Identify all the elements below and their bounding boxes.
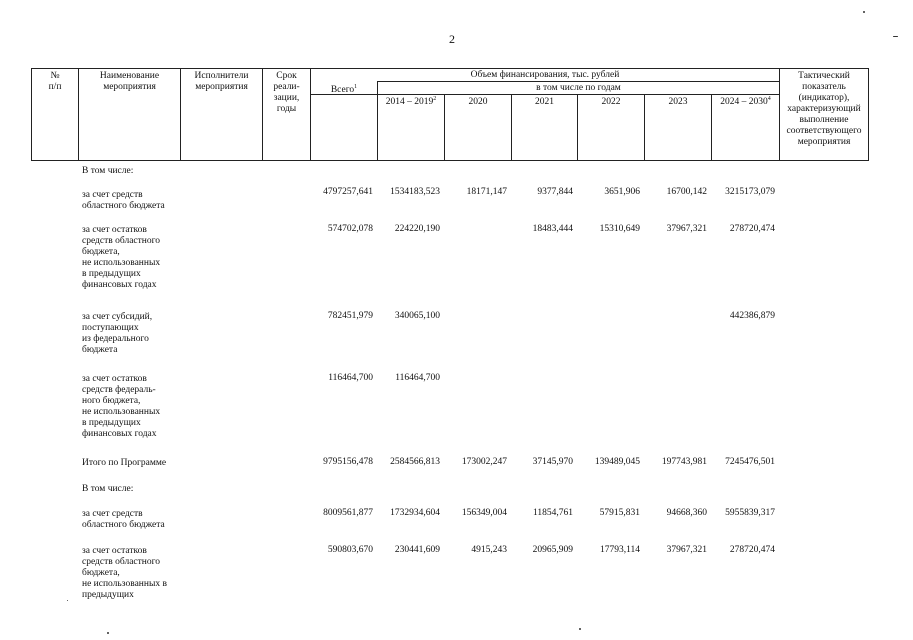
cell-y2014: 2584566,813 <box>390 457 440 467</box>
row-label: Итого по Программе <box>82 458 167 468</box>
cell-y2020: 173002,247 <box>461 457 507 467</box>
row-label: за счет остатков средств областного бюджета, не использованных в предыдущих финансовых годах <box>82 225 161 290</box>
cell-total: 782451,979 <box>327 311 373 321</box>
cell-y2024: 7245476,501 <box>725 457 775 467</box>
cell-y2024: 442386,879 <box>729 311 775 321</box>
row-label: за счет субсидий, поступающих из федерального бюджета <box>82 312 153 355</box>
header-finance: Объем финансирования, тыс. рублей <box>470 70 620 80</box>
cell-total: 4797257,641 <box>323 187 373 197</box>
cell-y2014: 230441,609 <box>394 545 440 555</box>
cell-y2014: 224220,190 <box>394 224 440 234</box>
row-label: за счет остатков средств федераль- ного бюджета, не использованных в предыдущих финансовых годах <box>82 374 161 439</box>
header-by-years: в том числе по годам <box>536 83 621 93</box>
cell-y2023: 94668,360 <box>666 508 707 518</box>
header-year-2024-sup: 4 <box>767 96 771 102</box>
cell-y2024: 3215173,079 <box>725 187 775 197</box>
cell-y2014: 340065,100 <box>394 311 440 321</box>
cell-y2021: 11854,761 <box>532 508 573 518</box>
cell-y2022: 17793,114 <box>599 545 640 555</box>
row-label: В том числе: <box>82 166 134 176</box>
cell-y2024: 278720,474 <box>729 545 775 555</box>
header-year-2014-label: 2014 – 2019 <box>385 97 434 107</box>
cell-y2021: 37145,970 <box>532 457 573 467</box>
cell-total: 116464,700 <box>328 373 373 383</box>
cell-y2020: 18171,147 <box>466 187 507 197</box>
header-total-sup: 1 <box>354 84 358 90</box>
header-year-2021: 2021 <box>535 97 554 107</box>
scan-speck <box>863 11 865 13</box>
header-name: Наименование мероприятия <box>99 71 160 92</box>
cell-total: 9795156,478 <box>323 457 373 467</box>
row-label: за счет средств областного бюджета <box>82 509 165 530</box>
scan-speck <box>579 628 581 630</box>
cell-y2021: 18483,444 <box>532 224 573 234</box>
header-num: № п/п <box>48 71 62 92</box>
scan-speck <box>893 36 898 37</box>
cell-y2024: 278720,474 <box>729 224 775 234</box>
scan-speck <box>107 632 109 634</box>
cell-total: 8009561,877 <box>323 508 373 518</box>
row-label: за счет средств областного бюджета <box>82 190 165 211</box>
cell-y2022: 139489,045 <box>594 457 640 467</box>
header-year-2024 <box>712 97 779 108</box>
cell-total: 590803,670 <box>327 545 373 555</box>
header-year-2023: 2023 <box>668 97 688 107</box>
cell-y2020: 156349,004 <box>461 508 507 518</box>
header-term: Срок реали- зации, годы <box>273 71 300 114</box>
cell-y2023: 197743,981 <box>661 457 707 467</box>
cell-y2022: 57915,831 <box>599 508 640 518</box>
header-year-2022: 2022 <box>601 97 621 107</box>
cell-y2014: 1732934,604 <box>390 508 440 518</box>
cell-y2023: 16700,142 <box>666 187 707 197</box>
row-label: за счет остатков средств областного бюджета, не использованных в предыдущих <box>82 546 167 600</box>
header-total <box>311 85 377 96</box>
row-label: В том числе: <box>82 484 134 494</box>
header-total-label: Всего <box>330 85 355 95</box>
cell-y2023: 37967,321 <box>666 545 707 555</box>
cell-y2024: 5955839,317 <box>725 508 775 518</box>
cell-y2022: 15310,649 <box>599 224 640 234</box>
cell-y2021: 20965,909 <box>532 545 573 555</box>
cell-y2021: 9377,844 <box>537 187 573 197</box>
header-executors: Исполнители мероприятия <box>194 71 249 92</box>
header-indicator: Тактический показатель (индикатор), характеризующий выполнение соответствующего мероприятия <box>786 71 862 147</box>
cell-y2014: 116464,700 <box>395 373 440 383</box>
cell-total: 574702,078 <box>327 224 373 234</box>
cell-y2022: 3651,906 <box>604 187 640 197</box>
header-year-2020: 2020 <box>468 97 488 107</box>
cell-y2014: 1534183,523 <box>390 187 440 197</box>
page-number: 2 <box>449 32 455 46</box>
header-year-2014-sup: 2 <box>433 96 437 102</box>
cell-y2020: 4915,243 <box>471 545 507 555</box>
header-year-2024-label: 2024 – 2030 <box>720 97 768 107</box>
scan-speck <box>67 600 68 601</box>
cell-y2023: 37967,321 <box>666 224 707 234</box>
header-year-2014 <box>378 97 444 108</box>
